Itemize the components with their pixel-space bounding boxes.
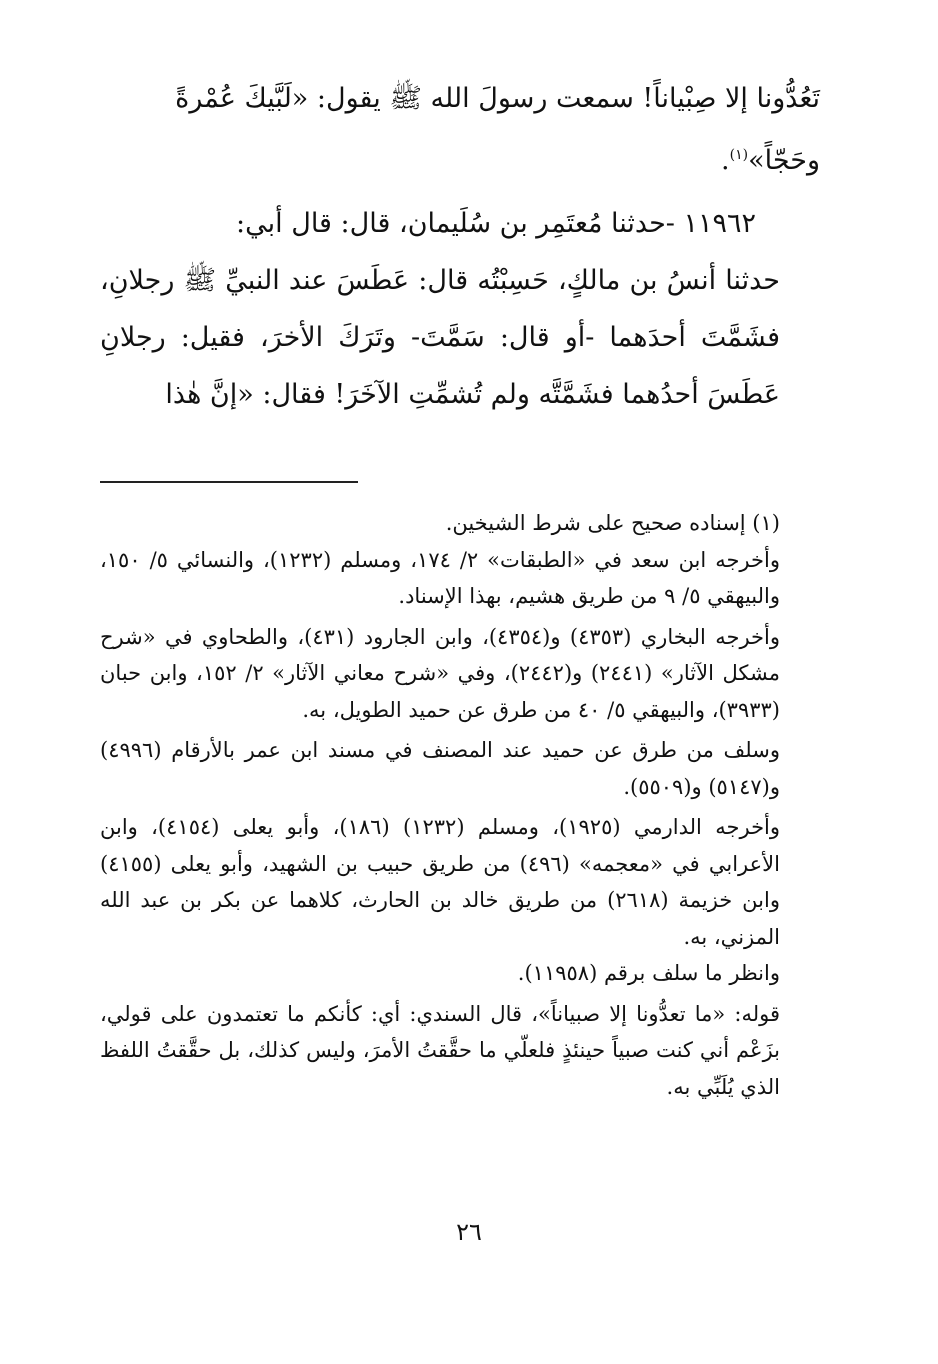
book-page [100, 70, 820, 1270]
main-line-2-end: . [721, 145, 730, 176]
main-line-2-text: وحَجّاً» [748, 145, 820, 176]
footnote-paragraph: وسلف من طرق عن حميد عند المصنف في مسند ابن عمر بالأرقام (٤٩٩٦) و(٥١٤٧) و(٥٥٠٩). [100, 738, 780, 799]
footnote-separator-wrap [100, 423, 820, 505]
footnote-paragraph: وأخرجه الدارمي (١٩٢٥)، ومسلم (١٢٣٢) (١٨٦)، وأبو يعلى (٤١٥٤)، وابن الأعرابي في «معجمه» (٤٩٦) من طريق حبيب بن الشهيد، وأبو يعلى (٤١٥٥) وابن خزيمة (٢٦١٨) من طريق خالد بن الحارث، كلاهما عن بكر بن عبد الله المزني، به. [100, 815, 781, 949]
footnote-1: (١) إسناده صحيح على شرط الشيخين. [445, 511, 780, 535]
footnote-paragraph: قوله: «ما تعدُّونا إلا صبياناً»، قال السندي: أي: كأنكم ما تعتمدون على قولي، بزَعْم أني كنت صبياً حينئذٍ فلعلّي ما حقَّقتُ الأمرَ، وليس كذلك، بل حقَّقتُ اللفظ الذي يُلَبِّي به. [100, 1001, 780, 1099]
main-line-1: تَعُدُّونا إلا صِبْياناً! سمعت رسولَ الله ﷺ يقول: «لَبَّيكَ عُمْرةً [175, 83, 820, 114]
main-text [100, 70, 820, 423]
hadith-number-line: ١١٩٦٢ -حدثنا مُعتَمِر بن سُلَيمان، قال: قال أبي: [236, 208, 756, 239]
footnote-paragraph: وانظر ما سلف برقم (١١٩٥٨). [517, 961, 780, 985]
main-line-2 [100, 127, 820, 189]
page-number: ٢٦ [456, 1218, 482, 1246]
footnote-paragraph: وأخرجه ابن سعد في «الطبقات» ٢/ ١٧٤، ومسلم (١٢٣٢)، والنسائي ٥/ ١٥٠، والبيهقي ٥/ ٩ من طريق هشيم، بهذا الإسناد. [100, 547, 780, 608]
footnotes [100, 505, 820, 1105]
footnote-paragraph: وأخرجه البخاري (٤٣٥٣) و(٤٣٥٤)، وابن الجارود (٤٣١)، والطحاوي في «شرح مشكل الآثار» (٢٤٤١) و(٢٤٤٢)، وفي «شرح معاني الآثار» ٢/ ١٥٢، وابن حبان (٣٩٣٣)، والبيهقي ٥/ ٤٠ من طرق عن حميد الطويل، به. [100, 624, 780, 722]
footnote-separator [100, 481, 358, 483]
footnote-ref[interactable]: (١) [729, 147, 749, 163]
hadith-body: حدثنا أنسُ بن مالكٍ، حَسِبْتُه قال: عَطَسَ عند النبيِّ ﷺ رجلانِ، فشَمَّتَ أحدَهما -أو قال: سَمَّتَ- وتَرَكَ الأخرَ، فقيل: رجلانِ عَطَسَ أحدُهما فشَمَّتَّه ولم تُشمِّتِ الآخَرَ! فقال: «إنَّ هٰذا [100, 265, 780, 410]
